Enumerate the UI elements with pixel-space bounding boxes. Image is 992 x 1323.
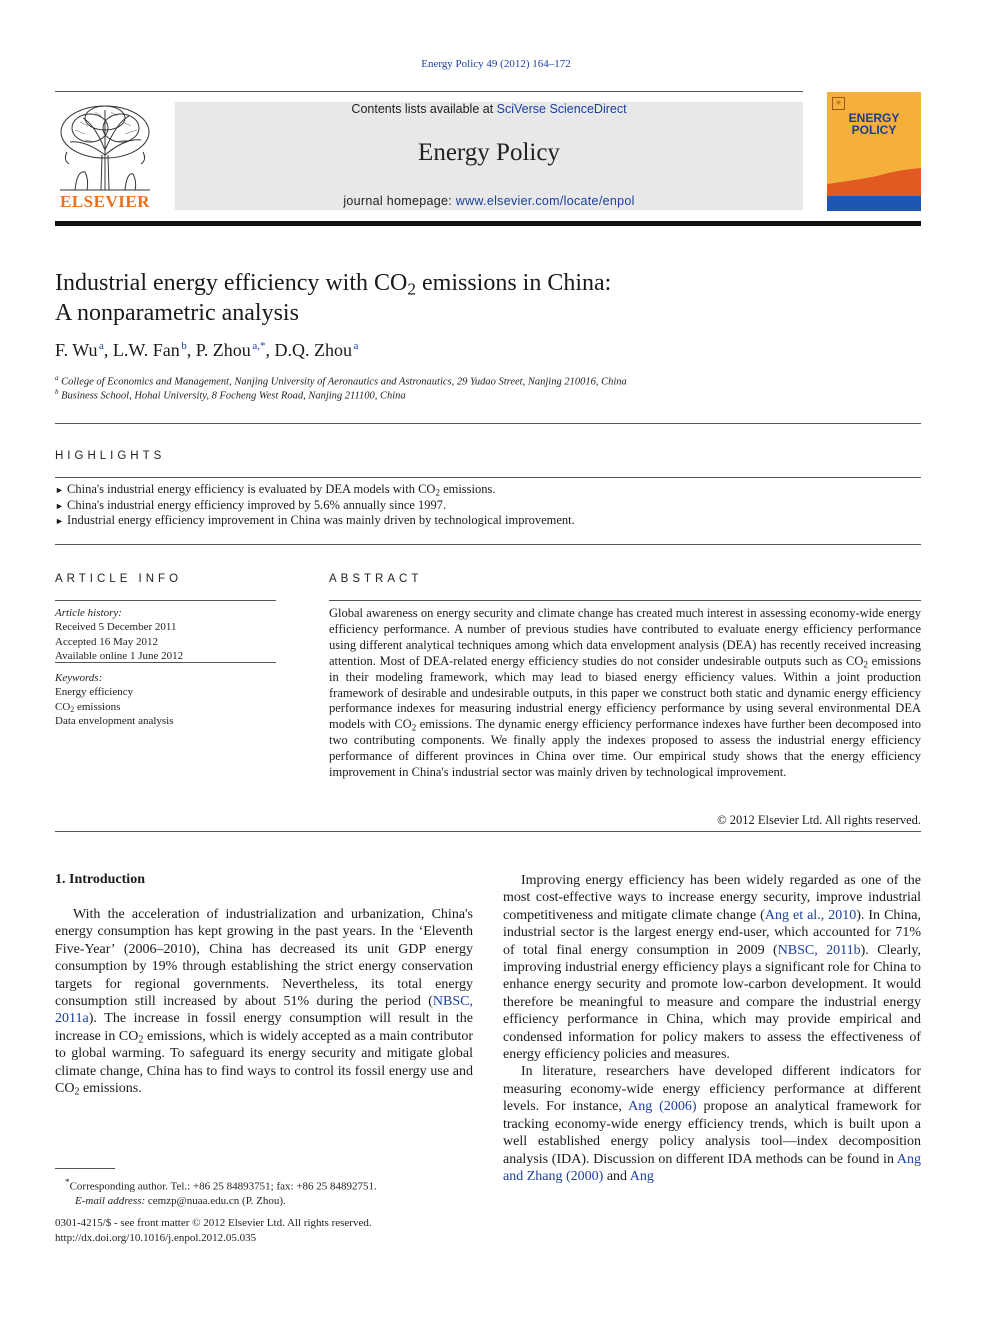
highlight-text-end: emissions. [439,482,496,496]
title-subscript: 2 [407,279,416,299]
article-info-rule [55,662,276,663]
affiliation-mark: a [55,374,59,382]
accepted-date: Accepted 16 May 2012 [55,635,158,648]
article-history [55,606,183,663]
homepage-prefix: journal homepage: [343,194,456,208]
highlight-sub: 2 [435,487,440,498]
author-list: F. Wu $^a$, L.W. Fan $^b$, P. Zhou $^{a,*}$, D.Q. Zhou $^a$ [55,340,359,360]
author-name[interactable]: P. Zhou [195,340,251,360]
keywords-label: Keywords: [55,672,103,684]
affiliation [55,388,406,402]
cover-title-line1: ENERGY [848,111,900,125]
sciencedirect-link[interactable]: SciVerse ScienceDirect [496,102,627,116]
abstract-text: Global awareness on energy security and climate change has created much interest in assessing economy-wide energy efficiency performance. A number of previous studies have contributed to evaluate energy efficiency performance using different analytical techniques among which data envelopment analysis (DEA) has recently received increasing attention. Most of DEA-related energy efficiency studies do not consider undesirable outputs such as $CO_2$ emissions in their modeling framework, which may lead to biased energy efficiency values. Within a joint production framework of desirable and undesirable outputs, in this paper we construct both static and dynamic energy efficiency performance indexes for measuring industrial energy efficiency performance by using several environmental DEA models with $CO_2$ emissions. The dynamic energy efficiency performance indexes have further been decomposed into two contributing components. We finally apply the indexes proposed to assess the industrial energy efficiency performance of different provinces in China over time. Our empirical study shows that the energy efficiency improvement in China's industrial sector was mainly driven by technological improvement. [329,606,921,780]
author-affil-mark[interactable]: a [353,340,359,352]
affiliation-mark: b [55,388,59,396]
article-info-heading: ARTICLE INFO [55,573,183,585]
intro-left-column: With the acceleration of industrialization and urbanization, China's energy consumption has kept growing in the past years. In the ‘Eleventh Five-Year’ (2006–2010), China has decreased its unit GDP energy consumption by 19% through establishing the strict energy conservation targets for regional governments. Nevertheless, its total energy consumption still increased by about 51% during the period (NBSC, 2011a). The increase in fossil energy consumption will result in the increase in $CO_2$ emissions, which is widely accepted as a main contributor to global warming. To safeguard its energy security and mitigate global climate change, China has to find ways to control its fossil energy use and $CO_2$ emissions. [55,907,474,1098]
highlight-text: China's industrial energy efficiency is evaluated by DEA models with CO [67,482,436,496]
highlight-text: China's industrial energy efficiency improved by 5.6% annually since 1997. [67,498,447,512]
journal-title: Energy Policy [418,139,560,166]
affiliation-text: Business School, Hohai University, 8 Focheng West Road, Nanjing 211100, China [61,390,406,402]
contents-line [175,102,803,116]
author-affil-mark[interactable]: a,* [252,340,266,352]
homepage-line [175,194,803,208]
highlight-item: ► China's industrial energy efficiency is evaluated by DEA models with $CO_2$ emissions. [55,482,496,498]
elsevier-wordmark: ELSEVIER [60,192,150,211]
divider [55,831,921,832]
journal-header-box [175,102,803,210]
title-line2: A nonparametric analysis [55,300,299,326]
tree-icon [55,100,155,192]
homepage-link[interactable]: www.elsevier.com/locate/enpol [455,194,635,208]
article-info-rule [55,600,276,601]
title-text-b: emissions in China: [416,270,612,296]
footnote-star: * [65,1177,70,1187]
author-affil-mark[interactable]: b [181,340,187,352]
cover-wave-graphic [827,162,921,211]
abstract-rule [329,600,921,601]
highlight-text: Industrial energy efficiency improvement in China was mainly driven by technological improvement. [67,513,575,527]
highlight-item: ► China's industrial energy efficiency improved by 5.6% annually since 1997. [55,498,447,512]
citation-link[interactable]: NBSC, 2011b [777,942,861,958]
doi-link[interactable]: http://dx.doi.org/10.1016/j.enpol.2012.05.035 [55,1231,257,1244]
online-date: Available online 1 June 2012 [55,649,184,662]
email-address[interactable]: cemzp@nuaa.edu.cn [147,1195,240,1208]
divider [55,477,921,478]
citation-link[interactable]: Ang [629,1168,654,1184]
elsevier-logo [55,100,155,212]
keywords [55,671,174,728]
citation-link[interactable]: Ang and Zhang (2000) [503,1151,921,1184]
title-text-a: Industrial energy efficiency with CO [55,270,408,296]
cover-title-line2: POLICY [851,123,897,137]
journal-cover[interactable] [827,92,921,211]
email-label: E-mail address: [75,1195,146,1208]
citation-link[interactable]: NBSC, 2011a [55,994,473,1027]
footnote-rule [55,1168,115,1169]
received-date: Received 5 December 2011 [55,621,177,634]
affiliation-text: College of Economics and Management, Nanjing University of Aeronautics and Astronautics, 29 Yudao Street, Nanjing 210016, China [61,376,627,388]
divider [55,544,921,545]
affiliation [55,374,627,388]
email-suffix: (P. Zhou). [239,1195,286,1208]
elsevier-mini-logo-icon: ✳ [832,97,845,110]
header-thick-rule [55,221,921,226]
contents-prefix: Contents lists available at [351,102,497,116]
keyword: Data envelopment analysis [55,714,174,727]
cover-title [827,112,921,136]
author-affil-mark[interactable]: a [99,340,104,352]
issn-line: 0301-4215/$ - see front matter © 2012 Elsevier Ltd. All rights reserved. [55,1217,372,1229]
keyword: Energy efficiency [55,686,134,699]
author-name[interactable]: F. Wu [55,340,98,360]
header-top-rule [55,91,803,92]
intro-right-column: Improving energy efficiency has been widely regarded as one of the most cost-effective ways to increase energy security, improve industrial competitiveness and mitigate climate change (Ang et al., 2010). In China, industrial sector is the largest energy end-user, which accounted for 71% of total final energy consumption in 2009 (NBSC, 2011b). Clearly, improving industrial energy efficiency plays a significant role for China to enhance energy security and promote low-carbon development. It would therefore be meaningful to measure and compare the industrial energy efficiency performance in China, which may provide empirical and condensed information for policy makers to assess the effectiveness of energy efficiency policies and measures. In literature, researchers have developed different indicators for measuring economy-wide energy efficiency performance at different levels. For instance, Ang (2006) propose an analytical framework for tracking economy-wide energy efficiency trends, which is built upon a well established energy policy analysis tool—index decomposition analysis (IDA). Discussion on different IDA methods can be found in Ang and Zhang (2000) and Ang [503,873,922,1184]
citation-link[interactable]: Ang (2006) [628,1099,697,1115]
footnote [55,1175,475,1209]
highlights-heading: HIGHLIGHTS [55,450,166,462]
author-name[interactable]: L.W. Fan [112,340,180,360]
history-label: Article history: [55,607,122,619]
page-footer [55,1216,505,1245]
copyright-notice: © 2012 Elsevier Ltd. All rights reserved. [717,813,921,827]
corresponding-author: Corresponding author. Tel.: +86 25 84893751; fax: +86 25 84892751. [69,1180,377,1193]
keyword: $CO_2$ emissions [55,700,121,714]
article-title [55,268,935,328]
highlight-item: ► Industrial energy efficiency improvement in China was mainly driven by technological improvement. [55,513,575,527]
journal-citation[interactable]: Energy Policy 49 (2012) 164–172 [421,58,571,70]
author-name[interactable]: D.Q. Zhou [274,340,352,360]
section-heading: 1. Introduction [55,872,145,887]
abstract-heading: ABSTRACT [329,573,423,585]
citation-link[interactable]: Ang et al., 2010 [764,907,857,923]
divider [55,423,921,424]
